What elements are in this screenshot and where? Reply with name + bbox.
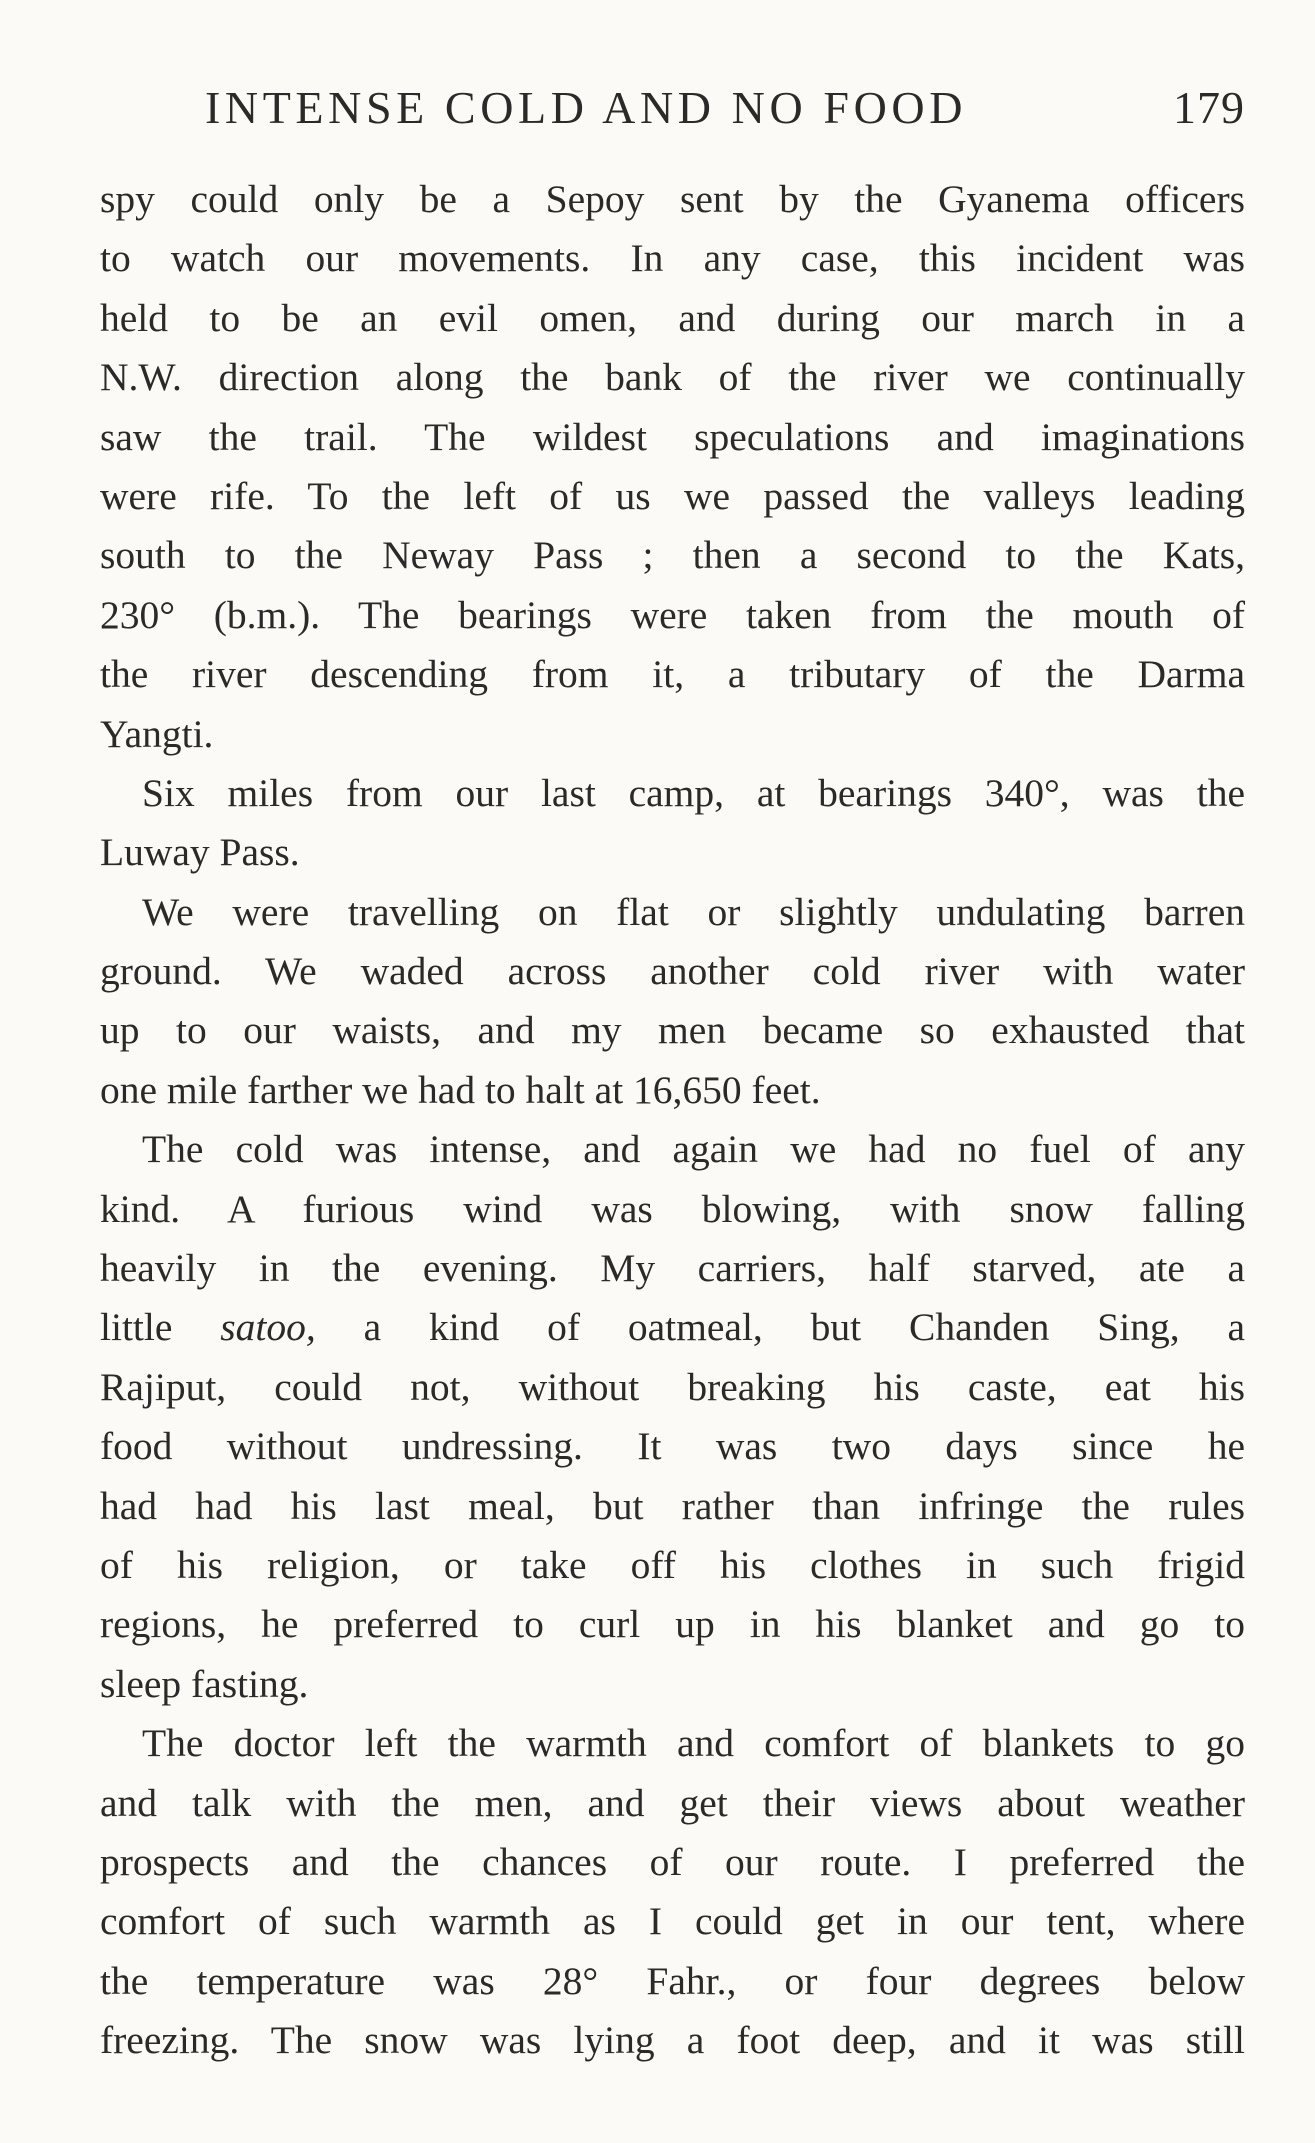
text-line: sleep fasting. bbox=[100, 1661, 309, 1706]
text-line: south to the Neway Pass ; then a second to the Kats, bbox=[100, 533, 1245, 578]
text-line: comfort of such warmth as I could get in our tent, where bbox=[100, 1899, 1245, 1944]
paragraph-start-line: The doctor left the warmth and comfort of blankets to go bbox=[142, 1721, 1245, 1766]
text-line: regions, he preferred to curl up in his blanket and go to bbox=[100, 1602, 1245, 1647]
text-line: had had his last meal, but rather than infringe the rules bbox=[100, 1483, 1245, 1528]
text-line: and talk with the men, and get their views about weather bbox=[100, 1780, 1245, 1825]
text-line: the river descending from it, a tributary of the Darma bbox=[100, 652, 1245, 697]
paragraph-start-line: We were travelling on flat or slightly undulating barren bbox=[142, 889, 1245, 934]
page-number: 179 bbox=[1173, 82, 1245, 133]
text-line: freezing. The snow was lying a foot deep, and it was still bbox=[100, 2018, 1245, 2063]
text-line: to watch our movements. In any case, this incident was bbox=[100, 236, 1245, 281]
text-line: food without undressing. It was two days since he bbox=[100, 1424, 1245, 1469]
page-header bbox=[205, 78, 1245, 138]
text-line: saw the trail. The wildest speculations and imaginations bbox=[100, 414, 1245, 459]
paragraph-start-line: Six miles from our last camp, at bearings 340°, was the bbox=[142, 770, 1245, 815]
body-text bbox=[100, 170, 1245, 2071]
text-line: were rife. To the left of us we passed the valleys leading bbox=[100, 473, 1245, 518]
text-line: the temperature was 28° Fahr., or four degrees below bbox=[100, 1958, 1245, 2003]
text-line: ground. We waded across another cold river with water bbox=[100, 949, 1245, 994]
text-line: kind. A furious wind was blowing, with snow falling bbox=[100, 1186, 1245, 1231]
text-segment: a kind of oatmeal, but Chanden Sing, a bbox=[315, 1305, 1245, 1350]
running-head: INTENSE COLD AND NO FOOD bbox=[205, 82, 968, 133]
text-line: Luway Pass. bbox=[100, 830, 300, 875]
text-line: spy could only be a Sepoy sent by the Gyanema officers bbox=[100, 177, 1245, 221]
text-line: Yangti. bbox=[100, 711, 214, 756]
text-line: one mile farther we had to halt at 16,650 feet. bbox=[100, 1067, 821, 1112]
text-line: N.W. direction along the bank of the river we continually bbox=[100, 355, 1245, 400]
italic-term: satoo, bbox=[220, 1305, 316, 1350]
text-line: heavily in the evening. My carriers, half starved, ate a bbox=[100, 1246, 1245, 1291]
text-line: 230° (b.m.). The bearings were taken from the mouth of bbox=[100, 592, 1245, 637]
text-line: Rajiput, could not, without breaking his caste, eat his bbox=[100, 1364, 1245, 1409]
text-line: up to our waists, and my men became so exhausted that bbox=[100, 1008, 1245, 1053]
text-line-with-italic bbox=[100, 1298, 1245, 1357]
paragraph-start-line: The cold was intense, and again we had no fuel of any bbox=[142, 1127, 1245, 1172]
text-line: of his religion, or take off his clothes in such frigid bbox=[100, 1542, 1245, 1587]
text-segment: little bbox=[100, 1305, 221, 1350]
text-line: held to be an evil omen, and during our march in a bbox=[100, 295, 1245, 340]
text-line: prospects and the chances of our route. I preferred the bbox=[100, 1839, 1245, 1884]
